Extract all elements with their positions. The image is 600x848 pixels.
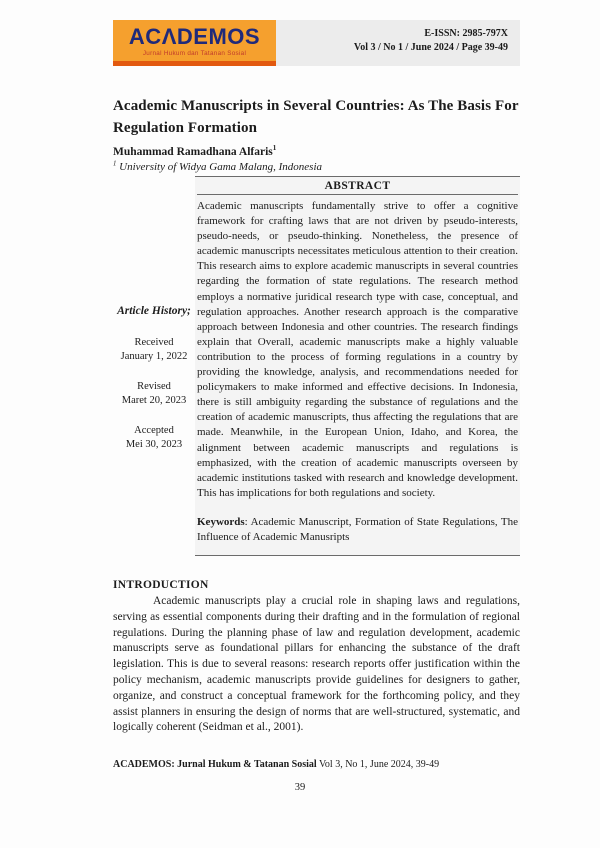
author-affil-marker: 1 bbox=[272, 144, 277, 153]
affiliation-marker: 1 bbox=[113, 160, 117, 168]
running-footer bbox=[113, 759, 520, 770]
footer-issue-info: Vol 3, No 1, June 2024, 39-49 bbox=[316, 759, 440, 770]
footer-journal-name: ACADEMOS: Jurnal Hukum & Tatanan Sosial bbox=[113, 759, 317, 770]
logo-tagline: Jurnal Hukum dan Tatanan Sosial bbox=[142, 50, 247, 57]
abstract-box bbox=[195, 176, 520, 556]
keywords-text: : Academic Manuscript, Formation of State Regulations, The Influence of Academic Manusripts bbox=[197, 515, 518, 543]
header-issue-band bbox=[276, 20, 520, 66]
author-affiliation bbox=[113, 161, 520, 173]
history-label: Revised bbox=[137, 380, 171, 392]
logo-wordmark bbox=[129, 26, 260, 48]
article-history-heading: Article History; bbox=[117, 305, 191, 317]
logo-text-post: DEMOS bbox=[176, 24, 261, 49]
history-entry-accepted bbox=[113, 424, 195, 452]
abstract-section bbox=[113, 176, 520, 556]
history-label: Accepted bbox=[134, 425, 174, 437]
page-header bbox=[113, 20, 520, 66]
abstract-heading: ABSTRACT bbox=[197, 177, 518, 195]
logo-text-pre: AC bbox=[128, 24, 162, 49]
introduction-paragraph: Academic manuscripts play a crucial role in shaping laws and regulations, serving as essential components during their drafting and in the formulation of regional regulations. During the planning phase of law and regulation development, academic manuscripts serve as foundational pillars for enhancing the substance of the draft legislation. This is due to several reasons: research reports offer justification within the policy mechanism, academic manuscripts provide guidelines for designers to gather, organize, and construct a conceptual framework for the forthcoming policy, and they assist planners in ensuring the design of norms that are well-structured, systematic, and logically coherent (Seidman et al., 2001). bbox=[113, 595, 520, 734]
author-name-text: Muhammad Ramadhana Alfaris bbox=[113, 146, 273, 158]
history-entry-revised bbox=[113, 380, 195, 408]
abstract-body: Academic manuscripts fundamentally strive to offer a cognitive framework for crafting laws that are not driven by pseudo-interests, pseudo-needs, or pseudo-thinking. Nonetheless, the presence of academic manuscripts necessitates meticulous attention to their creation. This research aims to explore academic manuscripts in several countries regarding the formation of state regulations. The research method employs a normative juridical research type with case, conceptual, and regulation approaches. Another research approach is the comparative approach between Indonesia and other countries. The research findings explain that Overall, academic manuscripts make a highly valuable contribution to the process of forming regulations in a country by providing the knowledge, analysis, and recommendations needed for policymakers to make informed and effective decisions. In Indonesia, there is still ambiguity regarding the substance of regulations and the creation of academic manuscripts, thus affecting the regulations that are made. Meanwhile, in the European Union, Idaho, and Korea, the alignment between academic manuscripts and regulations is emphasized, with the creation of academic manuscripts overseen by academic institutions tasked with research and knowledge development. This has implications for both regulations and society. bbox=[197, 200, 518, 499]
issue-line-text: Vol 3 / No 1 / June 2024 / Page 39-49 bbox=[353, 41, 508, 53]
keywords-line bbox=[197, 515, 518, 545]
history-date: Maret 20, 2023 bbox=[121, 395, 187, 407]
introduction-heading: INTRODUCTION bbox=[113, 579, 209, 591]
affiliation-text: University of Widya Gama Malang, Indonesia bbox=[116, 161, 323, 173]
keywords-label: Keywords bbox=[197, 515, 245, 528]
history-entry-received bbox=[113, 336, 195, 364]
logo-triangle-icon: Λ bbox=[161, 24, 177, 49]
history-date: Mei 30, 2023 bbox=[125, 439, 183, 451]
author-name bbox=[113, 146, 520, 158]
page-number: 39 bbox=[294, 782, 306, 793]
history-label: Received bbox=[134, 336, 174, 348]
eissn-text: E-ISSN: 2985-797X bbox=[424, 28, 508, 39]
journal-logo bbox=[113, 20, 276, 66]
article-title: Academic Manuscripts in Several Countries: As The Basis For Regulation Formation bbox=[113, 98, 519, 136]
history-date: January 1, 2022 bbox=[120, 350, 188, 362]
article-history bbox=[113, 176, 195, 556]
